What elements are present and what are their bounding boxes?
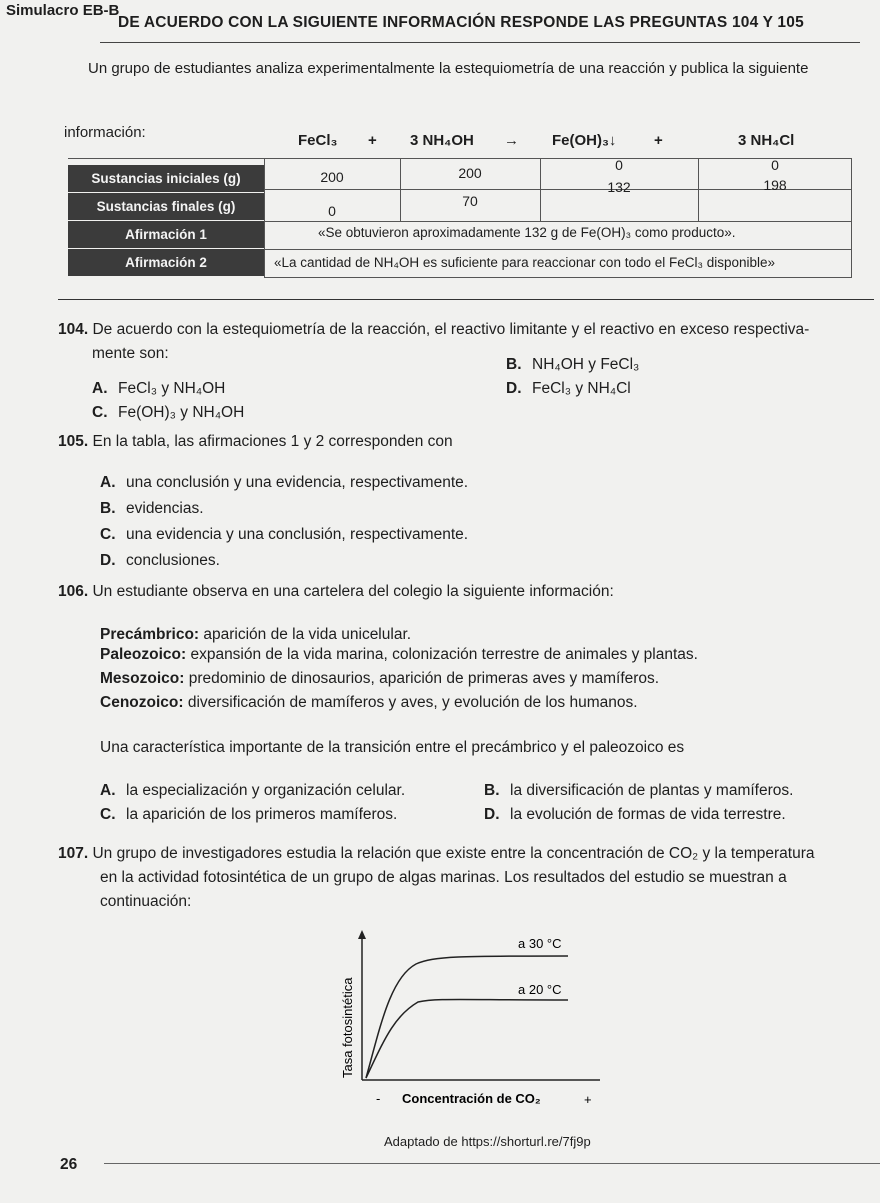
option-104-b[interactable] xyxy=(506,356,639,374)
row-label-statement2: Afirmación 2 xyxy=(68,249,264,276)
footer-divider xyxy=(104,1163,880,1164)
series-label-30c: a 30 °C xyxy=(518,936,562,951)
question-104 xyxy=(58,318,878,341)
series-label-20c: a 20 °C xyxy=(518,982,562,997)
y-axis-arrow-icon xyxy=(358,930,366,939)
option-letter: B. xyxy=(100,500,116,517)
table-divider xyxy=(58,299,874,300)
option-106-d[interactable] xyxy=(484,806,786,824)
question-text: De acuerdo con la estequiometría de la reacción, el reactivo limitante y el reactivo en exceso respectiva- xyxy=(92,321,810,338)
option-105-a[interactable] xyxy=(100,474,468,492)
initial-feoh3: 0 xyxy=(615,157,623,173)
final-feoh3: 132 xyxy=(607,179,631,195)
era-cenozoico xyxy=(100,694,638,712)
source-credit: Adaptado de https://shorturl.re/7fj9p xyxy=(384,1134,591,1149)
question-107-line3: continuación: xyxy=(100,893,192,910)
arrow-icon: → xyxy=(504,132,519,149)
option-letter: D. xyxy=(100,552,116,569)
question-104-line2: mente son: xyxy=(92,345,169,362)
table-grid xyxy=(68,158,852,279)
final-nh4cl: 198 xyxy=(763,177,787,193)
series-line-20c xyxy=(366,1000,568,1079)
intro-text-line2: información: xyxy=(64,124,146,141)
option-text: FeCl₃ y NH₄OH xyxy=(118,380,226,397)
option-letter: B. xyxy=(484,782,500,799)
row-label-final: Sustancias finales (g) xyxy=(68,193,264,220)
product-feoh3: Fe(OH)₃↓ xyxy=(552,132,617,149)
era-name: Paleozoico: xyxy=(100,646,187,663)
option-text: una evidencia y una conclusión, respectivamente. xyxy=(126,526,469,543)
grid-line xyxy=(264,277,852,278)
x-min-label: - xyxy=(376,1091,381,1106)
question-number: 104. xyxy=(58,321,89,338)
question-number: 107. xyxy=(58,845,89,862)
row-label-statement1: Afirmación 1 xyxy=(68,221,264,248)
option-letter: D. xyxy=(484,806,500,823)
plus-sign: + xyxy=(368,132,377,149)
option-105-b[interactable] xyxy=(100,500,204,518)
option-text: la diversificación de plantas y mamíferos. xyxy=(510,782,794,799)
reaction-equation xyxy=(298,124,858,158)
page-number: 26 xyxy=(60,1156,78,1173)
option-text: evidencias. xyxy=(126,500,204,517)
initial-nh4cl: 0 xyxy=(771,157,779,173)
question-107 xyxy=(58,842,815,865)
era-name: Cenozoico: xyxy=(100,694,184,711)
option-105-c[interactable] xyxy=(100,526,468,544)
final-nh4oh: 70 xyxy=(462,193,478,209)
grid-line xyxy=(264,221,852,222)
stoichiometry-table xyxy=(68,118,852,288)
era-name: Precámbrico: xyxy=(100,626,200,643)
option-letter: D. xyxy=(506,380,522,397)
y-axis-label: Tasa fotosintética xyxy=(340,977,355,1078)
section-heading: DE ACUERDO CON LA SIGUIENTE INFORMACIÓN RESPONDE LAS PREGUNTAS 104 Y 105 xyxy=(118,14,804,31)
reactant-nh4oh: 3 NH₄OH xyxy=(410,132,474,149)
option-text: la evolución de formas de vida terrestre. xyxy=(510,806,786,823)
heading-divider xyxy=(100,42,860,43)
option-106-b[interactable] xyxy=(484,782,793,800)
grid-line xyxy=(264,249,852,250)
era-mesozoico xyxy=(100,670,659,688)
option-104-c[interactable] xyxy=(92,404,244,422)
plus-sign: + xyxy=(654,132,663,149)
question-number: 105. xyxy=(58,433,89,450)
option-letter: A. xyxy=(100,782,116,799)
option-106-a[interactable] xyxy=(100,782,405,800)
intro-text-line1: Un grupo de estudiantes analiza experimentalmente la estequiometría de una reacción y publica la siguiente xyxy=(88,60,809,77)
photosynthesis-chart xyxy=(300,928,620,1108)
x-axis-label: Concentración de CO₂ xyxy=(402,1091,541,1106)
era-text: predominio de dinosaurios, aparición de primeras aves y mamíferos. xyxy=(188,670,660,687)
era-paleozoico xyxy=(100,646,698,664)
option-text: Fe(OH)₃ y NH₄OH xyxy=(118,404,245,421)
option-letter: A. xyxy=(92,380,108,397)
product-nh4cl: 3 NH₄Cl xyxy=(738,132,795,149)
question-text: Un estudiante observa en una cartelera del colegio la siguiente información: xyxy=(92,583,614,600)
question-105 xyxy=(58,430,453,453)
option-text: conclusiones. xyxy=(126,552,220,569)
option-text: la aparición de los primeros mamíferos. xyxy=(126,806,398,823)
question-106-prompt: Una característica importante de la transición entre el precámbrico y el paleozoico es xyxy=(100,739,685,756)
era-text: diversificación de mamíferos y aves, y evolución de los humanos. xyxy=(187,694,638,711)
reactant-fecl3: FeCl₃ xyxy=(298,132,338,149)
option-104-d[interactable] xyxy=(506,380,631,398)
exam-tag: Simulacro EB-B xyxy=(6,2,120,19)
option-letter: C. xyxy=(100,806,116,823)
series-line-30c xyxy=(366,956,568,1078)
era-precambrico xyxy=(100,626,411,644)
row-label-initial: Sustancias iniciales (g) xyxy=(68,165,264,192)
era-text: aparición de la vida unicelular. xyxy=(203,626,412,643)
chart-svg xyxy=(300,928,620,1108)
question-106 xyxy=(58,580,614,603)
option-105-d[interactable] xyxy=(100,552,220,570)
era-text: expansión de la vida marina, colonización terrestre de animales y plantas. xyxy=(190,646,698,663)
statement-2-text: «La cantidad de NH₄OH es suficiente para reaccionar con todo el FeCl₃ disponible» xyxy=(274,255,776,270)
option-text: NH₄OH y FeCl₃ xyxy=(532,356,640,373)
question-number: 106. xyxy=(58,583,89,600)
option-106-c[interactable] xyxy=(100,806,397,824)
option-text: una conclusión y una evidencia, respectivamente. xyxy=(126,474,469,491)
initial-fecl3: 200 xyxy=(320,169,344,185)
initial-nh4oh: 200 xyxy=(458,165,482,181)
option-letter: C. xyxy=(92,404,108,421)
option-letter: C. xyxy=(100,526,116,543)
era-name: Mesozoico: xyxy=(100,670,185,687)
final-fecl3: 0 xyxy=(328,203,336,219)
x-max-label: + xyxy=(584,1092,592,1107)
option-text: la especialización y organización celular. xyxy=(126,782,406,799)
option-letter: A. xyxy=(100,474,116,491)
option-104-a[interactable] xyxy=(92,380,225,398)
question-text: En la tabla, las afirmaciones 1 y 2 corresponden con xyxy=(92,433,453,450)
option-text: FeCl₃ y NH₄Cl xyxy=(532,380,631,397)
statement-1-text: «Se obtuvieron aproximadamente 132 g de Fe(OH)₃ como producto». xyxy=(318,225,736,240)
question-107-line2: en la actividad fotosintética de un grupo de algas marinas. Los resultados del estudio se muestran a xyxy=(100,869,787,886)
question-text: Un grupo de investigadores estudia la relación que existe entre la concentración de CO₂ y la temperatura xyxy=(92,845,815,862)
option-letter: B. xyxy=(506,356,522,373)
